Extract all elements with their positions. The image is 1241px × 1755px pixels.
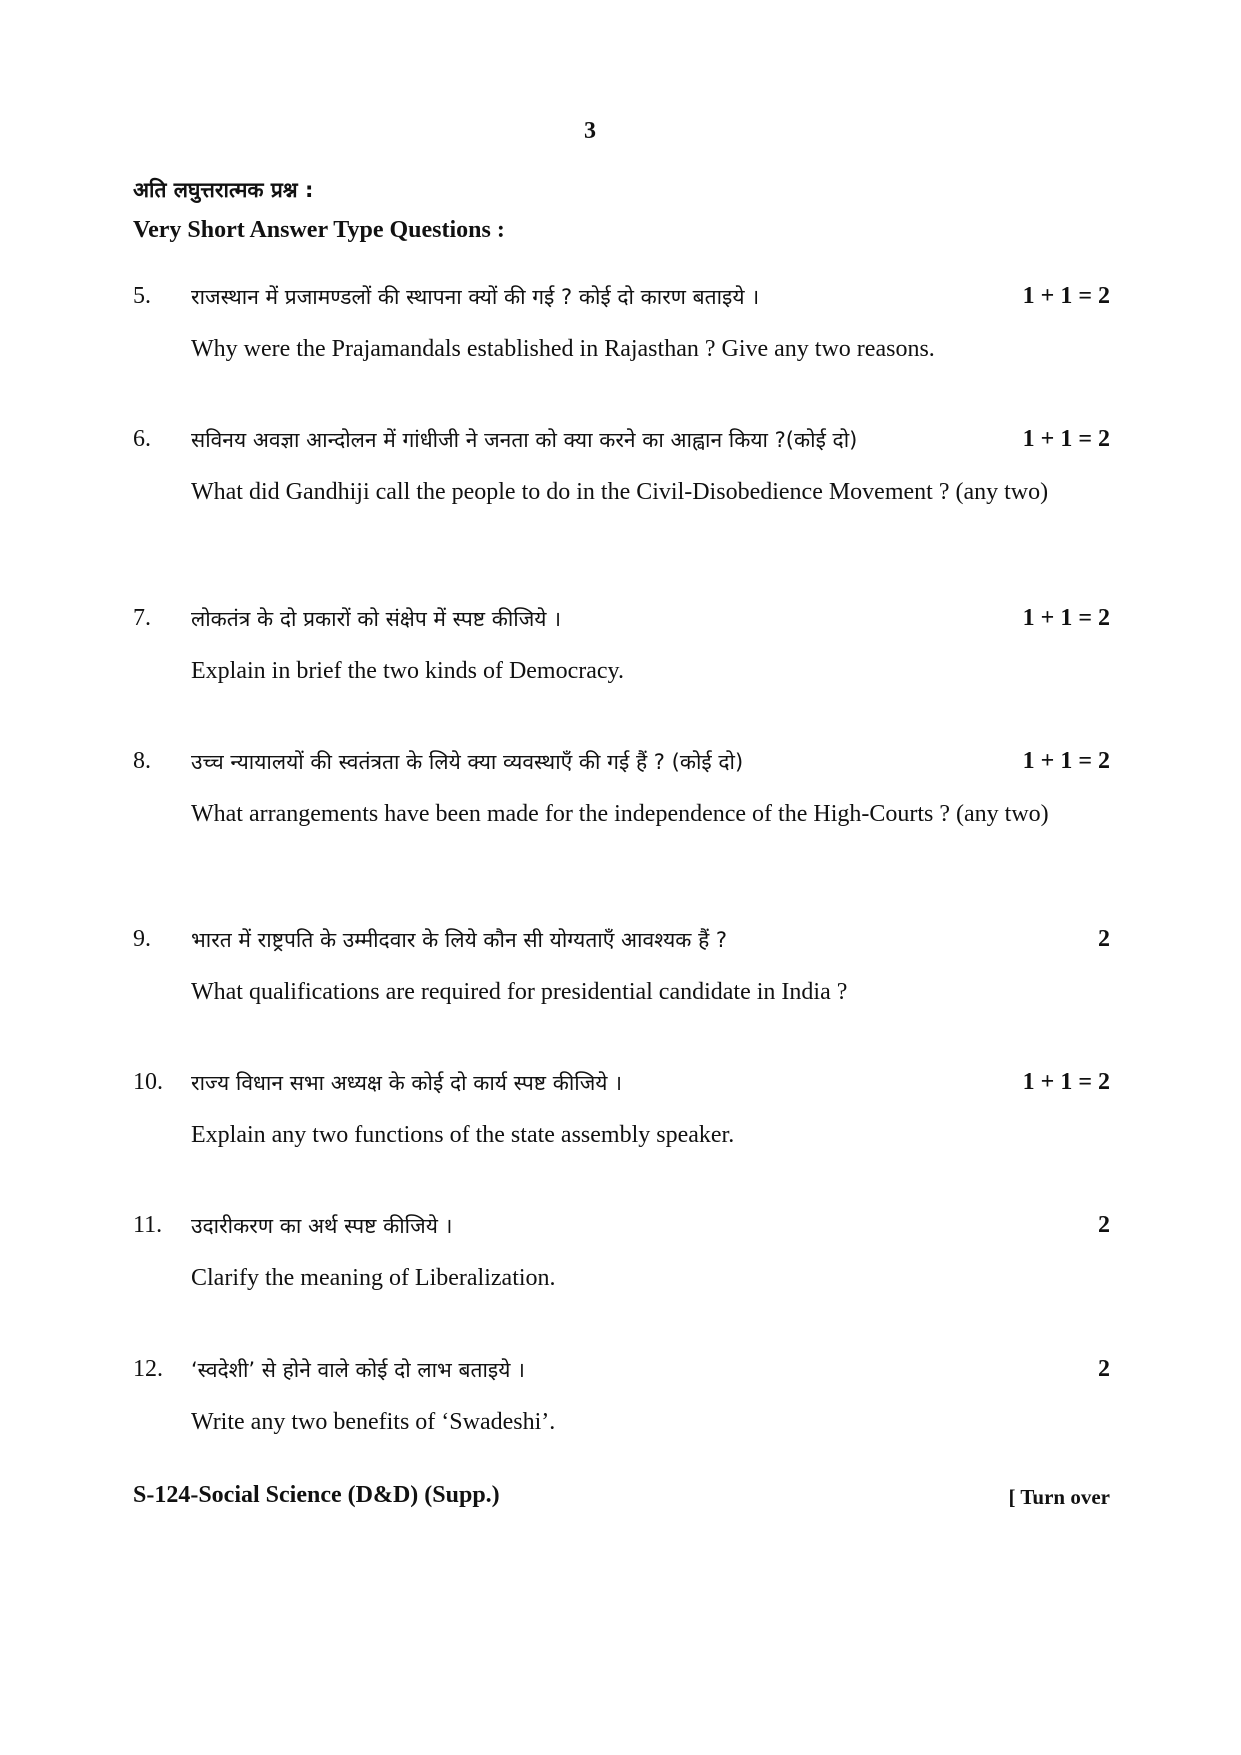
question-number: 5. bbox=[133, 283, 151, 309]
question-marks: 2 bbox=[1098, 1356, 1110, 1382]
question-marks: 2 bbox=[1098, 1212, 1110, 1238]
question-6 bbox=[133, 426, 1110, 510]
question-number: 11. bbox=[133, 1212, 163, 1238]
question-marks: 1 + 1 = 2 bbox=[1022, 283, 1110, 309]
question-number: 9. bbox=[133, 926, 151, 952]
question-marks: 2 bbox=[1098, 926, 1110, 952]
question-8 bbox=[133, 748, 1110, 832]
page-number: 3 bbox=[584, 118, 596, 144]
question-marks: 1 + 1 = 2 bbox=[1022, 426, 1110, 452]
question-marks: 1 + 1 = 2 bbox=[1022, 605, 1110, 631]
question-marks: 1 + 1 = 2 bbox=[1022, 748, 1110, 774]
paper-code: S-124-Social Science (D&D) (Supp.) bbox=[133, 1482, 500, 1508]
question-number: 12. bbox=[133, 1356, 163, 1382]
question-text-english: What qualifications are required for presidential candidate in India ? bbox=[191, 979, 848, 1005]
question-text-hindi: राजस्थान में प्रजामण्डलों की स्थापना क्यों की गई ? कोई दो कारण बताइये । bbox=[191, 285, 760, 309]
question-text-hindi: उच्च न्यायालयों की स्वतंत्रता के लिये क्या व्यवस्थाएँ की गई हैं ? (कोई दो) bbox=[191, 750, 744, 774]
question-text-hindi: ‘स्वदेशी’ से होने वाले कोई दो लाभ बताइये । bbox=[191, 1358, 526, 1382]
section-title-hindi: अति लघुत्तरात्मक प्रश्न : bbox=[133, 178, 314, 202]
question-text-english: Write any two benefits of ‘Swadeshi’. bbox=[191, 1409, 556, 1435]
question-text-english: Why were the Prajamandals established in Rajasthan ? Give any two reasons. bbox=[191, 336, 935, 362]
question-number: 7. bbox=[133, 605, 151, 631]
question-11 bbox=[133, 1212, 1110, 1296]
question-text-english: Clarify the meaning of Liberalization. bbox=[191, 1265, 556, 1291]
question-text-hindi: सविनय अवज्ञा आन्दोलन में गांधीजी ने जनता को क्या करने का आह्वान किया ?(कोई दो) bbox=[191, 428, 858, 452]
question-number: 10. bbox=[133, 1069, 163, 1095]
question-text-hindi: भारत में राष्ट्रपति के उम्मीदवार के लिये कौन सी योग्यताएँ आवश्यक हैं ? bbox=[191, 928, 728, 952]
question-text-english: What arrangements have been made for the independence of the High-Courts ? (any two) bbox=[191, 801, 1049, 827]
question-number: 6. bbox=[133, 426, 151, 452]
question-text-hindi: राज्य विधान सभा अध्यक्ष के कोई दो कार्य स्पष्ट कीजिये । bbox=[191, 1071, 623, 1095]
question-5 bbox=[133, 283, 1110, 367]
question-7 bbox=[133, 605, 1110, 689]
question-10 bbox=[133, 1069, 1110, 1153]
question-text-english: Explain any two functions of the state assembly speaker. bbox=[191, 1122, 735, 1148]
question-9 bbox=[133, 926, 1110, 1010]
question-text-hindi: उदारीकरण का अर्थ स्पष्ट कीजिये । bbox=[191, 1214, 453, 1238]
question-text-english: What did Gandhiji call the people to do in the Civil-Disobedience Movement ? (any two) bbox=[191, 479, 1049, 505]
question-text-hindi: लोकतंत्र के दो प्रकारों को संक्षेप में स्पष्ट कीजिये । bbox=[191, 607, 562, 631]
section-title-english: Very Short Answer Type Questions : bbox=[133, 217, 505, 243]
question-text-english: Explain in brief the two kinds of Democracy. bbox=[191, 658, 624, 684]
question-marks: 1 + 1 = 2 bbox=[1022, 1069, 1110, 1095]
question-12 bbox=[133, 1356, 1110, 1440]
turn-over-note: [ Turn over bbox=[1008, 1485, 1110, 1509]
question-number: 8. bbox=[133, 748, 151, 774]
